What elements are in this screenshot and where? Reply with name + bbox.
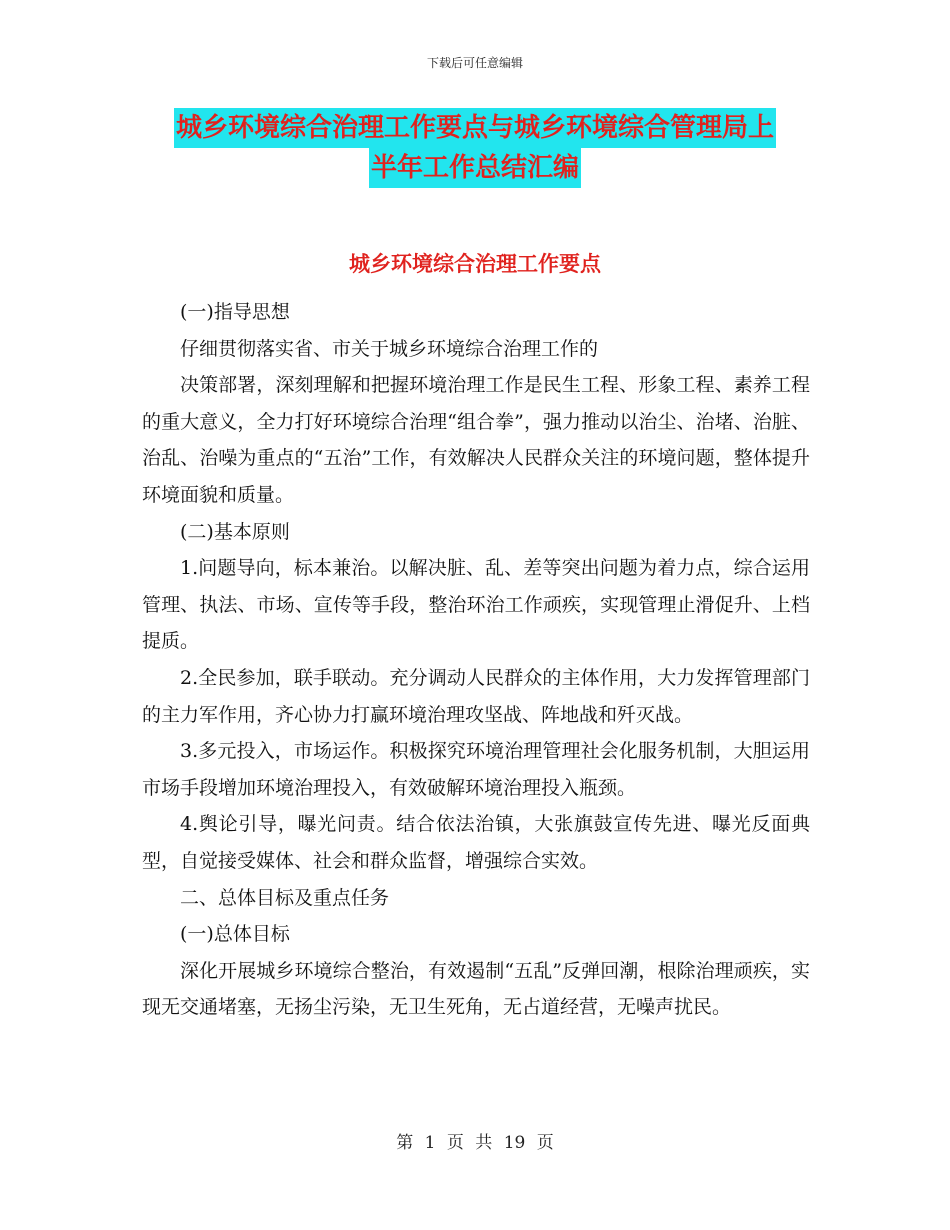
- section-title: 城乡环境综合治理工作要点: [349, 252, 601, 276]
- paragraph-principles-heading: (二)基本原则: [180, 520, 290, 543]
- paragraph-guiding-thought-body: 决策部署，深刻理解和把握环境治理工作是民生工程、形象工程、素养工程的重大意义，全力打好环境综合治理“组合拳”，强力推动以治尘、治堵、治脏、治乱、治噪为重点的“五治”工作，有效解决人民群众关注的环境问题，整体提升环境面貌和质量。: [142, 374, 810, 506]
- paragraph-goals-heading: 二、总体目标及重点任务: [180, 886, 390, 909]
- paragraph-overall-goal-body: 深化开展城乡环境综合整治，有效遏制“五乱”反弹回潮，根除治理顽疾，实现无交通堵塞，无扬尘污染，无卫生死角，无占道经营，无噪声扰民。: [142, 959, 810, 1019]
- paragraph-principle-2: 2.全民参加，联手联动。充分调动人民群众的主体作用，大力发挥管理部门的主力军作用，齐心协力打赢环境治理攻坚战、阵地战和歼灭战。: [142, 666, 810, 726]
- paragraph-principle-4: 4.舆论引导，曝光问责。结合依法治镇，大张旗鼓宣传先进、曝光反面典型，自觉接受媒体、社会和群众监督，增强综合实效。: [142, 813, 810, 872]
- title-line-1: 城乡环境综合治理工作要点与城乡环境综合管理局上: [174, 108, 776, 148]
- paragraph-principle-3: 3.多元投入，市场运作。积极探究环境治理管理社会化服务机制，大胆运用市场手段增加环境治理投入，有效破解环境治理投入瓶颈。: [142, 740, 810, 799]
- document-title: [140, 108, 810, 188]
- paragraph-overall-goal-heading: (一)总体目标: [180, 923, 290, 946]
- title-line-2: 半年工作总结汇编: [369, 148, 581, 188]
- body-text: [142, 294, 810, 1026]
- paragraph-principle-1: 1.问题导向，标本兼治。以解决脏、乱、差等突出问题为着力点，综合运用管理、执法、市场、宣传等手段，整治环治工作顽疾，实现管理止滑促升、上档提质。: [142, 557, 810, 653]
- header-note: 下载后可任意编辑: [426, 56, 523, 70]
- paragraph-guiding-thought-heading: (一)指导思想: [180, 301, 290, 323]
- page-footer: 第 1 页 共 19 页: [396, 1133, 554, 1153]
- paragraph-guiding-thought-line: 仔细贯彻落实省、市关于城乡环境综合治理工作的: [180, 337, 599, 360]
